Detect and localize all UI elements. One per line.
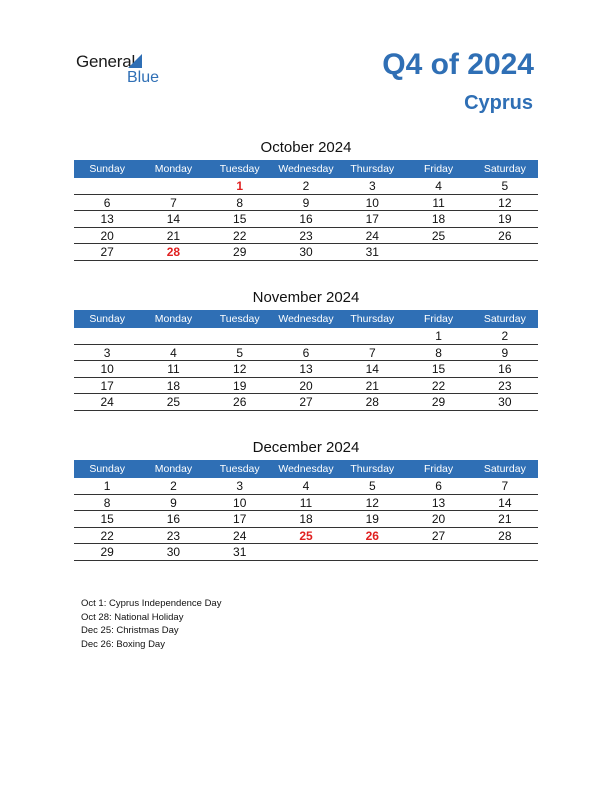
day-cell: 11 — [299, 495, 313, 510]
day-cell: 24 — [233, 528, 247, 543]
day-cell — [405, 244, 471, 261]
day-cell: 10 — [233, 495, 247, 510]
week-row — [74, 211, 538, 228]
weekday-label: Thursday — [350, 463, 395, 475]
day-cell: 23 — [299, 228, 313, 243]
day-cell: 23 — [166, 528, 181, 543]
day-cell: 20 — [431, 512, 446, 526]
day-cell: 22 — [100, 528, 114, 543]
day-cell: 25 — [431, 228, 446, 243]
holiday-note: Oct 28: National Holiday — [81, 611, 184, 623]
weekday-label: Monday — [154, 313, 193, 325]
day-cell: 9 — [302, 195, 310, 210]
day-cell: 16 — [498, 362, 512, 376]
week-row — [74, 544, 538, 561]
week-row — [74, 478, 538, 495]
holiday-note: Dec 26: Boxing Day — [81, 638, 165, 650]
weekday-label: Wednesday — [278, 163, 334, 175]
day-cell: 24 — [100, 395, 114, 409]
week-row — [74, 178, 538, 195]
day-cell: 13 — [431, 495, 446, 510]
holiday-date: 26 — [365, 528, 379, 543]
day-cell — [140, 328, 206, 345]
day-cell: 28 — [365, 395, 379, 409]
month-weeks — [74, 178, 538, 261]
brand-logo — [76, 52, 176, 92]
day-cell: 19 — [365, 512, 379, 526]
day-cell: 29 — [100, 545, 114, 559]
day-cell: 26 — [498, 228, 512, 243]
day-cell: 16 — [299, 212, 313, 226]
day-cell: 5 — [236, 345, 244, 360]
day-cell: 22 — [233, 228, 247, 243]
day-cell: 25 — [166, 395, 181, 409]
day-cell — [74, 178, 140, 195]
week-row — [74, 394, 538, 411]
week-row — [74, 378, 538, 395]
day-cell: 2 — [302, 179, 310, 193]
day-cell — [405, 544, 471, 561]
weekday-label: Monday — [154, 163, 193, 175]
day-cell: 19 — [233, 378, 247, 393]
day-cell: 19 — [498, 212, 512, 226]
day-cell: 28 — [498, 528, 512, 543]
day-cell: 7 — [170, 195, 177, 210]
weekday-header — [74, 310, 538, 328]
day-cell: 3 — [368, 179, 376, 193]
day-cell: 17 — [365, 212, 379, 226]
day-cell: 26 — [233, 395, 247, 409]
weekday-label: Monday — [154, 463, 193, 475]
day-cell: 4 — [170, 345, 177, 360]
day-cell: 15 — [100, 512, 114, 526]
brand-name-general: General — [76, 52, 136, 71]
day-cell: 11 — [167, 362, 180, 376]
month-calendar — [74, 137, 538, 261]
brand-name-blue: Blue — [127, 69, 160, 86]
day-cell: 10 — [365, 195, 379, 210]
day-cell: 1 — [435, 329, 442, 343]
weekday-label: Friday — [423, 313, 454, 325]
day-cell: 20 — [299, 378, 313, 393]
day-cell — [273, 328, 339, 345]
weekday-label: Saturday — [483, 163, 526, 175]
day-cell: 31 — [233, 545, 247, 559]
day-cell: 18 — [166, 378, 181, 393]
day-cell: 30 — [299, 245, 313, 259]
week-row — [74, 528, 538, 545]
weekday-label: Wednesday — [278, 463, 334, 475]
day-cell: 5 — [368, 479, 376, 493]
week-row — [74, 511, 538, 528]
weekday-label: Friday — [423, 463, 454, 475]
weekday-header — [74, 160, 538, 178]
month-calendar — [74, 287, 538, 411]
month-weeks — [74, 478, 538, 561]
day-cell: 6 — [435, 479, 442, 493]
day-cell — [207, 328, 273, 345]
day-cell: 27 — [431, 528, 446, 543]
day-cell — [472, 544, 538, 561]
day-cell: 21 — [498, 512, 512, 526]
day-cell: 1 — [103, 479, 111, 493]
weekday-label: Tuesday — [219, 313, 260, 325]
holiday-note: Dec 25: Christmas Day — [81, 625, 179, 636]
day-cell: 12 — [498, 195, 512, 210]
holiday-date: 25 — [299, 528, 313, 543]
month-title: December 2024 — [252, 439, 360, 456]
day-cell: 4 — [435, 179, 442, 193]
day-cell: 17 — [233, 512, 247, 526]
holiday-notes — [81, 597, 221, 651]
day-cell: 8 — [435, 345, 442, 360]
weekday-label: Friday — [423, 163, 454, 175]
week-row — [74, 495, 538, 512]
day-cell: 7 — [368, 345, 376, 360]
day-cell: 5 — [501, 179, 509, 193]
day-cell: 4 — [302, 479, 310, 493]
day-cell: 14 — [498, 495, 512, 510]
day-cell: 9 — [170, 495, 177, 510]
day-cell: 23 — [498, 378, 512, 393]
holiday-note: Oct 1: Cyprus Independence Day — [81, 598, 222, 609]
day-cell: 29 — [431, 395, 446, 409]
day-cell — [273, 544, 339, 561]
month-calendar — [74, 437, 538, 561]
day-cell: 2 — [501, 329, 509, 343]
day-cell: 24 — [365, 228, 379, 243]
weekday-label: Sunday — [89, 313, 125, 325]
day-cell — [74, 328, 140, 345]
holiday-date: 28 — [166, 245, 181, 259]
holiday-date: 1 — [236, 179, 244, 193]
day-cell: 6 — [302, 345, 310, 360]
day-cell: 6 — [103, 195, 111, 210]
day-cell: 2 — [170, 479, 177, 493]
day-cell: 13 — [299, 362, 313, 376]
day-cell: 18 — [299, 512, 313, 526]
day-cell: 12 — [233, 362, 247, 376]
day-cell: 21 — [365, 378, 379, 393]
day-cell: 31 — [365, 245, 379, 259]
day-cell: 3 — [236, 479, 244, 493]
day-cell: 21 — [166, 228, 181, 243]
day-cell: 27 — [100, 245, 114, 259]
month-title: October 2024 — [260, 139, 352, 156]
day-cell: 14 — [365, 362, 379, 376]
day-cell: 18 — [431, 212, 446, 226]
week-row — [74, 328, 538, 345]
day-cell: 15 — [431, 362, 446, 376]
week-row — [74, 361, 538, 378]
day-cell: 7 — [501, 479, 509, 493]
month-weeks — [74, 328, 538, 411]
week-row — [74, 228, 538, 245]
weekday-label: Tuesday — [219, 463, 260, 475]
weekday-label: Sunday — [89, 163, 125, 175]
day-cell: 22 — [431, 378, 446, 393]
day-cell — [339, 544, 405, 561]
day-cell — [339, 328, 405, 345]
page-title: Q4 of 2024 — [382, 48, 534, 81]
day-cell: 20 — [100, 228, 114, 243]
day-cell: 8 — [103, 495, 111, 510]
weekday-label: Saturday — [483, 313, 526, 325]
day-cell: 16 — [166, 512, 181, 526]
month-title: November 2024 — [252, 289, 360, 306]
weekday-header — [74, 460, 538, 478]
day-cell: 12 — [365, 495, 379, 510]
day-cell: 27 — [299, 395, 313, 409]
day-cell — [472, 244, 538, 261]
day-cell: 17 — [100, 378, 114, 393]
weekday-label: Thursday — [350, 313, 395, 325]
day-cell: 15 — [233, 212, 247, 226]
day-cell: 8 — [236, 195, 244, 210]
day-cell — [140, 178, 206, 195]
weekday-label: Saturday — [483, 463, 526, 475]
week-row — [74, 244, 538, 261]
weekday-label: Wednesday — [278, 313, 334, 325]
brand-triangle-icon — [128, 54, 142, 68]
day-cell: 30 — [498, 395, 512, 409]
day-cell: 9 — [501, 345, 509, 360]
day-cell: 11 — [432, 195, 445, 210]
week-row — [74, 195, 538, 212]
weekday-label: Tuesday — [219, 163, 260, 175]
day-cell: 14 — [166, 212, 181, 226]
weekday-label: Thursday — [350, 163, 395, 175]
week-row — [74, 345, 538, 362]
weekday-label: Sunday — [89, 463, 125, 475]
country-name: Cyprus — [464, 92, 533, 114]
day-cell: 30 — [166, 545, 181, 559]
day-cell: 13 — [100, 212, 114, 226]
day-cell: 10 — [100, 362, 114, 376]
day-cell: 29 — [233, 245, 247, 259]
day-cell: 3 — [103, 345, 111, 360]
